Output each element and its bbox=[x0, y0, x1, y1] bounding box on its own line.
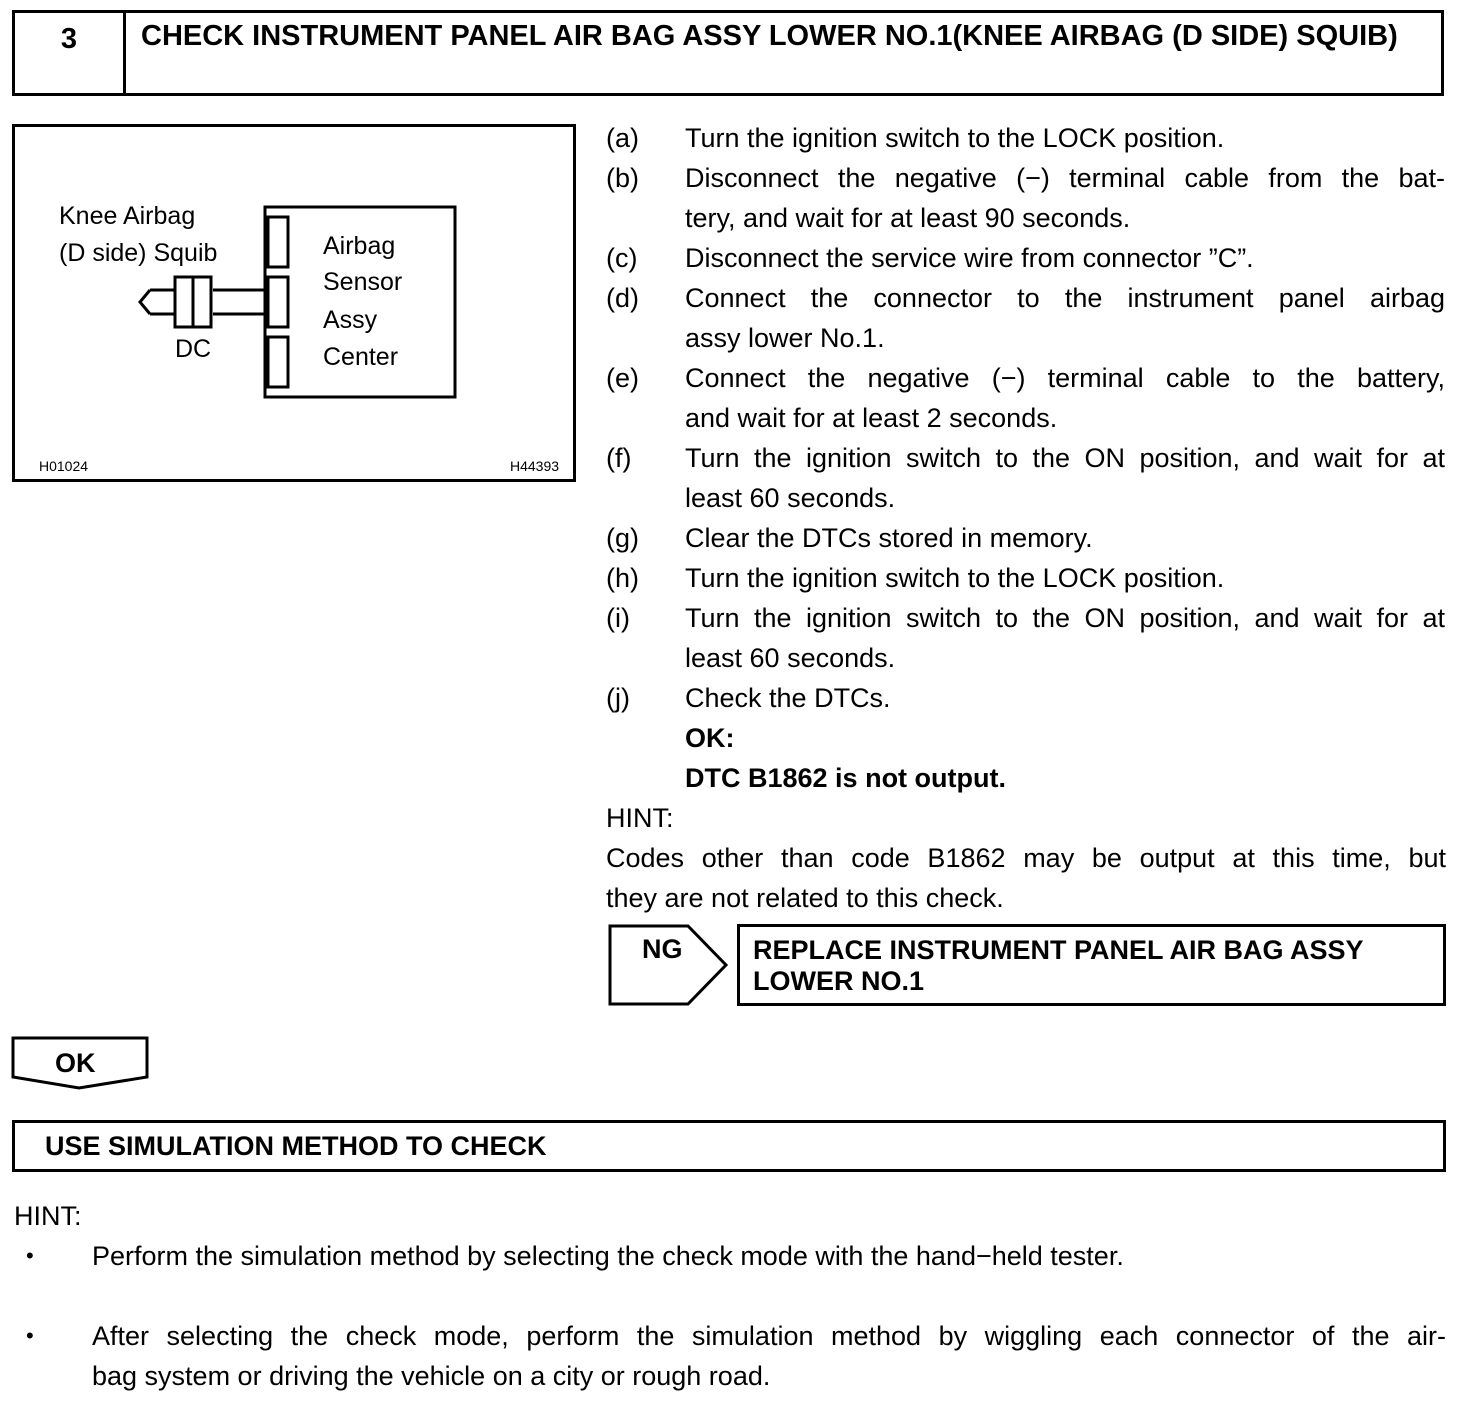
dc-connector-left bbox=[175, 277, 193, 327]
step-text: Disconnect the service wire from connector ”C”. bbox=[685, 243, 1254, 273]
sensor-label-2: Sensor bbox=[323, 268, 403, 296]
sensor-terminal-3 bbox=[268, 337, 288, 387]
step-text: Check the DTCs. bbox=[685, 683, 891, 713]
step-text: and wait for at least 2 seconds. bbox=[685, 403, 1058, 433]
hint-text: they are not related to this check. bbox=[606, 883, 1004, 913]
connector-diagram bbox=[15, 127, 573, 479]
squib-label-2: (D side) Squib bbox=[59, 239, 218, 267]
step-text: assy lower No.1. bbox=[685, 323, 885, 353]
step-letter: (h) bbox=[606, 563, 639, 593]
step-text: tery, and wait for at least 90 seconds. bbox=[685, 203, 1131, 233]
bullet-text: After selecting the check mode, perform the simulation method by wiggling each connector of the air- bbox=[92, 1321, 1446, 1351]
step-text: Connect the negative (−) terminal cable to the battery, bbox=[685, 363, 1445, 393]
step-text: Connect the connector to the instrument panel airbag bbox=[685, 283, 1445, 313]
sensor-label-3: Assy bbox=[323, 306, 378, 334]
step-letter: (f) bbox=[606, 443, 632, 473]
step-text: Turn the ignition switch to the ON position, and wait for at bbox=[685, 443, 1445, 473]
simulation-header: USE SIMULATION METHOD TO CHECK bbox=[12, 1120, 1446, 1172]
hint-text: Codes other than code B1862 may be output at this time, but bbox=[606, 843, 1446, 873]
hint-label: HINT: bbox=[14, 1201, 82, 1231]
ng-arrow bbox=[608, 924, 734, 1008]
ok-criteria-label: OK: bbox=[685, 723, 735, 753]
bullet-icon: • bbox=[26, 1243, 34, 1268]
ng-action-line: REPLACE INSTRUMENT PANEL AIR BAG ASSY bbox=[753, 935, 1364, 965]
step-letter: (e) bbox=[606, 363, 639, 393]
ng-action-line: LOWER NO.1 bbox=[753, 966, 925, 996]
step-number: 3 bbox=[15, 13, 126, 93]
step-text: Disconnect the negative (−) terminal cable from the bat- bbox=[685, 163, 1445, 193]
ok-arrow bbox=[11, 1036, 151, 1092]
ok-criteria-text: DTC B1862 is not output. bbox=[685, 763, 1007, 793]
sensor-terminal-2 bbox=[268, 277, 288, 327]
ng-action-box bbox=[737, 924, 1446, 1006]
wiring-figure bbox=[12, 124, 576, 482]
step-text: Turn the ignition switch to the ON position, and wait for at bbox=[685, 603, 1445, 633]
step-letter: (b) bbox=[606, 163, 639, 193]
dc-label: DC bbox=[175, 335, 212, 363]
step-text: least 60 seconds. bbox=[685, 643, 896, 673]
squib-end bbox=[140, 290, 150, 314]
hint-label: HINT: bbox=[606, 803, 674, 833]
step-title: CHECK INSTRUMENT PANEL AIR BAG ASSY LOWER NO.1(KNEE AIRBAG (D SIDE) SQUIB) bbox=[141, 20, 1398, 52]
sensor-label-4: Center bbox=[323, 343, 399, 371]
step-text: Turn the ignition switch to the LOCK position. bbox=[685, 563, 1225, 593]
step-letter: (d) bbox=[606, 283, 639, 313]
sensor-terminal-1 bbox=[268, 217, 288, 267]
step-text: Turn the ignition switch to the LOCK position. bbox=[685, 123, 1225, 153]
bullet-icon: • bbox=[26, 1323, 34, 1348]
bullet-text: Perform the simulation method by selecting the check mode with the hand−held tester. bbox=[92, 1241, 1124, 1271]
step-letter: (i) bbox=[606, 603, 630, 633]
step-letter: (g) bbox=[606, 523, 639, 553]
ok-label: OK bbox=[55, 1048, 96, 1078]
step-text: least 60 seconds. bbox=[685, 483, 896, 513]
figure-code-left: H01024 bbox=[39, 458, 89, 474]
step-letter: (a) bbox=[606, 123, 639, 153]
step-letter: (j) bbox=[606, 683, 630, 713]
step-text: Clear the DTCs stored in memory. bbox=[685, 523, 1093, 553]
ng-label: NG bbox=[642, 934, 683, 964]
dc-connector-right bbox=[193, 277, 211, 327]
step-header bbox=[12, 10, 1444, 96]
squib-label-1: Knee Airbag bbox=[59, 202, 196, 230]
figure-code-right: H44393 bbox=[510, 458, 560, 474]
sensor-label-1: Airbag bbox=[323, 232, 396, 260]
bullet-text: bag system or driving the vehicle on a city or rough road. bbox=[92, 1361, 771, 1391]
step-letter: (c) bbox=[606, 243, 638, 273]
